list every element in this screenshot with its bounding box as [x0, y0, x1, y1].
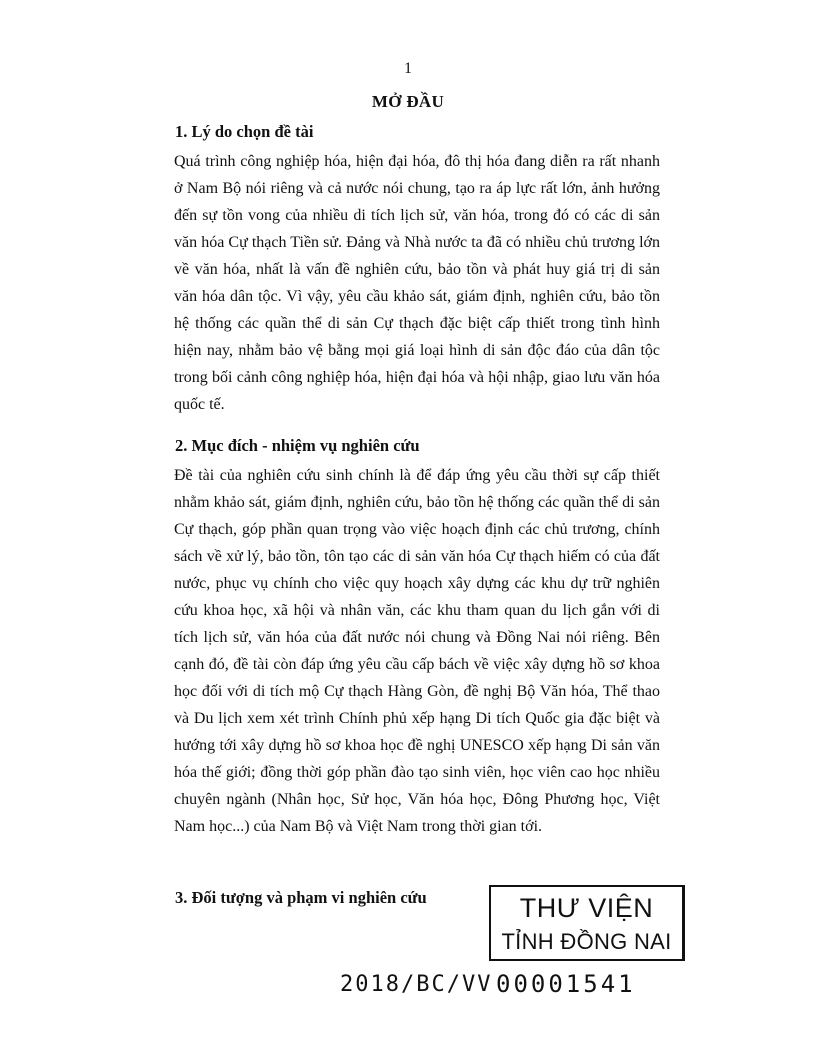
page-title: MỞ ĐẦU [371, 92, 445, 111]
stamp-line-province: TỈNH ĐỒNG NAI [501, 929, 672, 954]
stamp-line-library: THƯ VIỆN [519, 893, 654, 923]
library-call-number: 2018/BC/VV [340, 972, 493, 997]
section-heading-purpose: 2. Mục đích - nhiệm vụ nghiên cứu [175, 436, 420, 455]
library-stamp [489, 885, 685, 961]
library-barcode-number: 00001541 [496, 970, 636, 998]
page-number: 1 [404, 60, 412, 77]
section-paragraph-purpose: Đề tài của nghiên cứu sinh chính là để đáp ứng yêu cầu thời sự cấp thiết nhằm khảo sát, giám định, nghiên cứu, bảo tồn hệ thống các quần thể di sản Cự thạch, góp phần quan trọng vào việc hoạch định các chủ trương, chính sách về xử lý, bảo tồn, tôn tạo các di sản văn hóa Cự thạch hiếm có của đất nước, phục vụ chính cho việc quy hoạch xây dựng các khu dự trữ nghiên cứu khoa học, xã hội và nhân văn, các khu tham quan du lịch gắn với di tích lịch sử, văn hóa của đất nước nói chung và Đồng Nai nói riêng. Bên cạnh đó, đề tài còn đáp ứng yêu cầu cấp bách về việc xây dựng hồ sơ khoa học đối với di tích mộ Cự thạch Hàng Gòn, đề nghị Bộ Văn hóa, Thể thao và Du lịch xem xét trình Chính phủ xếp hạng Di tích Quốc gia đặc biệt và hướng tới xây dựng hồ sơ khoa học đề nghị UNESCO xếp hạng Di sản văn hóa thế giới; đồng thời góp phần đào tạo sinh viên, học viên cao học nhiều chuyên ngành (Nhân học, Sử học, Văn hóa học, Đông Phương học, Việt Nam học...) của Nam Bộ và Việt Nam trong thời gian tới. [174, 467, 660, 835]
section-heading-reason: 1. Lý do chọn đề tài [175, 122, 314, 141]
section-paragraph-reason: Quá trình công nghiệp hóa, hiện đại hóa, đô thị hóa đang diễn ra rất nhanh ở Nam Bộ nói riêng và cả nước nói chung, tạo ra áp lực rất lớn, ảnh hưởng đến sự tồn vong của nhiều di tích lịch sử, văn hóa, trong đó có các di sản văn hóa Cự thạch Tiền sử. Đảng và Nhà nước ta đã có nhiều chủ trương lớn về văn hóa, nhất là vấn đề nghiên cứu, bảo tồn và phát huy giá trị di sản văn hóa dân tộc. Vì vậy, yêu cầu khảo sát, giám định, nghiên cứu, bảo tồn hệ thống các quần thể di sản Cự thạch đặc biệt cấp thiết trong tình hình hiện nay, nhằm bảo vệ bằng mọi giá loại hình di sản độc đáo của dân tộc trong bối cảnh công nghiệp hóa, hiện đại hóa và hội nhập, giao lưu văn hóa quốc tế. [174, 153, 660, 413]
section-heading-scope: 3. Đối tượng và phạm vi nghiên cứu [175, 888, 427, 907]
